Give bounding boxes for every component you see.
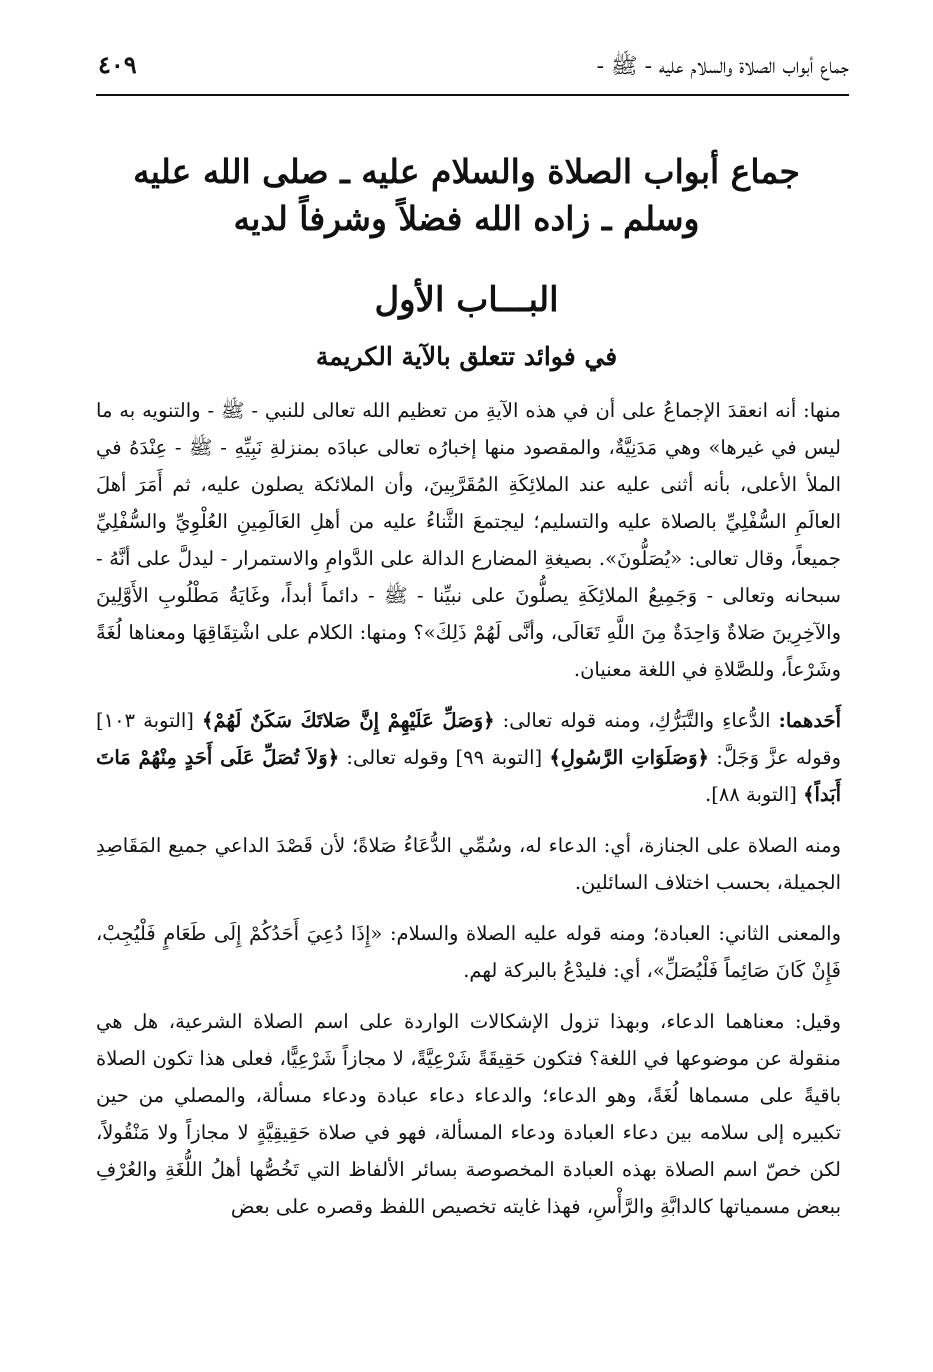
chapter-title: البـــاب الأول	[374, 280, 559, 320]
main-title	[120, 148, 813, 242]
quran-verse-1: ﴿وَصَلِّ عَلَيْهِمْ إِنَّ صَلاتَكَ سَكَنٌ لَهُمْ﴾	[202, 709, 495, 732]
paragraph-2-lead: أَحَدهما:	[778, 709, 842, 732]
paragraph-5: وقيل: معناهما الدعاء، وبهذا تزول الإشكالات الواردة على اسم الصلاة الشرعية، هل هي منقولة عن موضوعها في اللغة؟ فتكون حَقِيقَةً شَرْعِيَّةً، لا مجازاً شَرْعِيًّا، فعلى هذا تكون الصلاة باقيةً على مسماها لُغَةً، وهو الدعاء؛ والدعاء دعاء عبادة ودعاء مسألة، والمصلي من حين تكبيره إلى سلامه بين دعاء العبادة ودعاء المسألة، فهو في صلاة حَقِيقِيَّةٍ لا مجازاً ولا مَنْقُولاً، لكن خصّ اسم الصلاة بهذه العبادة المخصوصة بسائر الألفاظ التي تَخُصُّها أهلُ اللُّغَةِ والعُرْفِ ببعض مسمياتها كالدابَّةِ والرَّأْسِ، فهذا غايته تخصيص اللفظ وقصره على بعض	[96, 1010, 841, 1218]
running-header	[96, 48, 849, 96]
paragraph-1: منها: أنه انعقدَ الإجماعُ على أن في هذه الآيةِ من تعظيم الله تعالى للنبي - ﷺ - والتنويه به ما ليس في غيرها» وهي مَدَنِيَّةٌ، والمقصود منها إخبارُه تعالى عبادَه بمنزلةِ نَبِيِّهِ - ﷺ - عِنْدَهُ في الملأ الأعلى، بأنه أثنى عليه عند الملائِكَةِ المُقَرَّبِينَ، وأن الملائكة يصلون عليه، ثم أَمَرَ أهلَ العالَمِ السُّفْلِيِّ بالصلاة عليه والتسليم؛ ليجتمعَ الثَّناءُ عليه من أهلِ العَالَمِينِ العُلْوِيِّ والسُّفْلِيِّ جميعاً، وقال تعالى: «يُصَلُّونَ». بصيغةِ المضارع الدالة على الدَّوامِ والاستمرار - ليدلَّ على أنَّهُ - سبحانه وتعالى - وَجَمِيعُ الملائِكَةِ يصلُّونَ على نبيِّنا - ﷺ - دائماً أبداً، وغَايَةُ مَطْلُوبِ الأَوَّلِينَ والآخِرِينَ صَلاةٌ وَاحِدَةٌ مِنَ اللَّهِ تَعَالَى، وأنَّى لَهُمْ ذَلِكَ»؟ ومنها: الكلام على اشْتِقَاقِهَا ومعناها لُغَةً وشَرْعاً، وللصَّلاةِ في اللغة معنيان.	[96, 399, 841, 681]
paragraph-4: والمعنى الثاني: العبادة؛ ومنه قوله عليه الصلاة والسلام: «إِذَا دُعِيَ أَحَدُكُمْ إِلَى طَعَامٍ فَلْيُجِبْ، فَإِنْ كَانَ صَائِماً فَلْيُصَلِّ»، أي: فليدْعُ بالبركة لهم.	[96, 922, 841, 982]
chapter-subtitle: في فوائد تتعلق بالآية الكريمة	[315, 342, 618, 371]
paragraph-2-text: الدُّعاءِ والتَّبَرُّكِ، ومنه قوله تعالى:	[502, 709, 771, 732]
verse-ref-1: [التوبة ١٠٣] وقوله عزَّ وَجَلَّ:	[96, 709, 842, 769]
main-title-line-2: وسلم ـ زاده الله فضلاً وشرفاً لديه	[233, 199, 700, 238]
verse-ref-2: [التوبة ٩٩] وقوله تعالى:	[346, 746, 543, 769]
page-number: ٤٠٩	[98, 50, 137, 79]
paragraph-3: ومنه الصلاة على الجنازة، أي: الدعاء له، وسُمِّي الدُّعَاءُ صَلاةً؛ لأن قَصْدَ الداعي جميع المَقَاصِدِ الجميلة، بحسب اختلاف السائلين.	[96, 834, 841, 894]
running-title: جماع أبواب الصلاة والسلام عليه - ﷺ -	[596, 54, 849, 79]
paragraph-2	[96, 702, 841, 813]
quran-verse-3: ﴿وَلاَ تُصَلِّ عَلَى أَحَدٍ مِنْهُمْ مَاتَ أَبَداً﴾	[96, 746, 841, 806]
verse-ref-3: [التوبة ٨٨].	[705, 783, 797, 806]
quran-verse-2: ﴿وَصَلَوَاتِ الرَّسُولِ﴾	[549, 746, 709, 769]
main-title-line-1: جماع أبواب الصلاة والسلام عليه ـ صلى الله عليه	[133, 152, 800, 191]
body-text	[96, 392, 841, 1239]
